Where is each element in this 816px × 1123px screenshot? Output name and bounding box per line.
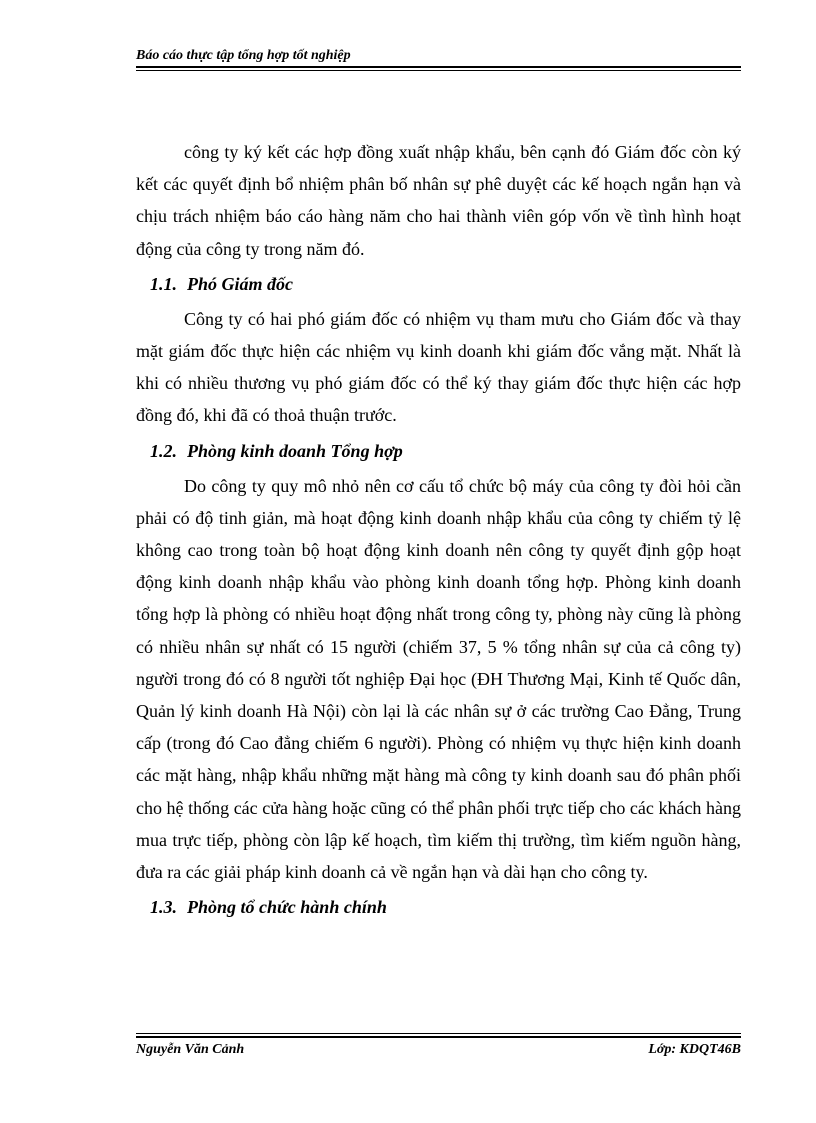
paragraph-1-2: Do công ty quy mô nhỏ nên cơ cấu tổ chức bộ máy của công ty đòi hỏi cần phải có độ tinh giản, mà hoạt động kinh doanh nhập khẩu của công ty chiếm tỷ lệ không cao trong toàn bộ hoạt động kinh doanh nên công ty quyết định gộp hoạt động kinh doanh nhập khẩu vào phòng kinh doanh tổng hợp. Phòng kinh doanh tổng hợp là phòng có nhiều hoạt động nhất trong công ty, phòng này cũng là phòng có nhiều nhân sự nhất có 15 người (chiếm 37, 5 % tổng nhân sự của cả công ty) người trong đó có 8 người tốt nghiệp Đại học (ĐH Thương Mại, Kinh tế Quốc dân, Quản lý kinh doanh Hà Nội) còn lại là các nhân sự ở các trường Cao Đẳng, Trung cấp (trong đó Cao đẳng chiếm 6 người). Phòng có nhiệm vụ thực hiện kinh doanh các mặt hàng, nhập khẩu những mặt hàng mà công ty kinh doanh sau đó phân phối cho hệ thống các cửa hàng hoặc cũng có thể phân phối trực tiếp cho các khách hàng mua trực tiếp, phòng còn lập kế hoạch, tìm kiếm thị trường, tìm kiếm nguồn hàng, đưa ra các giải pháp kinh doanh cả về ngắn hạn và dài hạn cho công ty. <box>136 475 741 883</box>
page-header <box>136 47 741 71</box>
footer-class: Lớp: KDQT46B <box>648 1042 741 1057</box>
section-heading-1-3 <box>150 888 741 926</box>
document-body <box>136 136 741 926</box>
section-heading-1-1 <box>150 265 741 303</box>
section-heading-1-2 <box>150 432 741 470</box>
paragraph-intro: công ty ký kết các hợp đồng xuất nhập khẩu, bên cạnh đó Giám đốc còn ký kết các quyết định bổ nhiệm phân bố nhân sự phê duyệt các kế hoạch ngắn hạn và chịu trách nhiệm báo cáo hàng năm cho hai thành viên góp vốn về tình hình hoạt động của công ty trong năm đó. <box>136 142 741 259</box>
header-rule-thin <box>136 70 741 71</box>
paragraph-1-1: Công ty có hai phó giám đốc có nhiệm vụ tham mưu cho Giám đốc và thay mặt giám đốc thực hiện các nhiệm vụ kinh doanh khi giám đốc vắng mặt. Nhất là khi có nhiều thương vụ phó giám đốc có thể ký thay giám đốc thực hiện các hợp đồng đó, khi đã có thoả thuận trước. <box>136 308 741 426</box>
footer-rule-thick <box>136 1036 741 1038</box>
footer-author: Nguyễn Văn Cảnh <box>136 1042 245 1057</box>
footer-rule-thin <box>136 1033 741 1034</box>
header-rule-thick <box>136 66 741 68</box>
section-number: 1.2. <box>150 440 177 461</box>
section-number: 1.1. <box>150 273 177 294</box>
section-number: 1.3. <box>150 897 177 918</box>
section-title: Phòng tổ chức hành chính <box>187 897 387 918</box>
section-title: Phòng kinh doanh Tổng hợp <box>187 440 403 461</box>
footer-row <box>136 1041 741 1059</box>
section-title: Phó Giám đốc <box>187 273 293 294</box>
page-footer <box>136 1033 741 1059</box>
header-title: Báo cáo thực tập tổng hợp tốt nghiệp <box>136 48 351 63</box>
